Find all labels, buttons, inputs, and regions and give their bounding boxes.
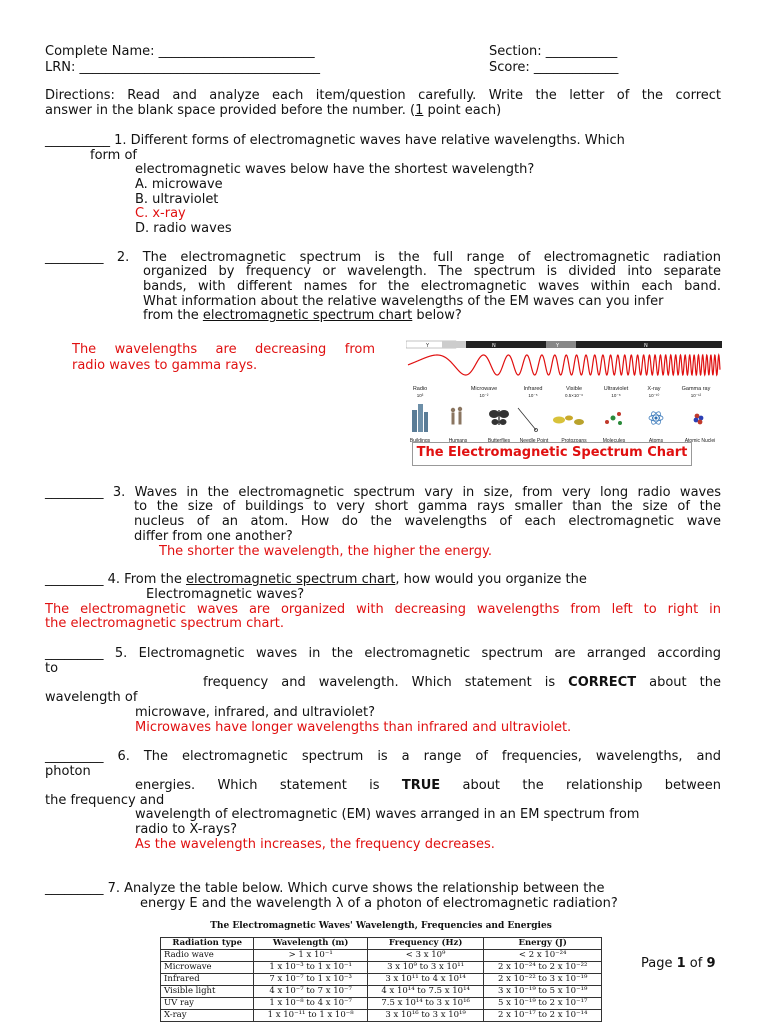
spec-label-microwave: Microwave [470, 386, 498, 392]
table-cell: Infrared [161, 974, 254, 986]
q5-stem-2: to [45, 661, 59, 676]
spec-label-radio: Radio [412, 386, 428, 392]
q4-answer-2: the electromagnetic spectrum chart. [45, 616, 285, 631]
spec-wl-gamma: 10⁻¹² [690, 393, 702, 398]
table-cell: 1 x 10⁻⁸ to 4 x 10⁻⁷ [254, 998, 367, 1010]
scale-label-humans: Humans [448, 438, 468, 444]
q1-stem-2: form of [90, 148, 137, 163]
q1-option-b: B. ultraviolet [135, 192, 219, 207]
spec-label-visible: Visible [565, 386, 583, 392]
table-header: Energy (J) [484, 938, 602, 950]
q1-option-a: A. microwave [135, 177, 223, 192]
table-row [161, 986, 602, 998]
table-cell: 7 x 10⁻⁷ to 1 x 10⁻³ [254, 974, 367, 986]
q3-stem-3: nucleus of an atom. How do the wavelengths of each electromagnetic wave [134, 514, 721, 529]
table-header: Frequency (Hz) [367, 938, 484, 950]
table-cell: 1 x 10⁻³ to 1 x 10⁻¹ [254, 962, 367, 974]
q1-option-c-answer: C. x-ray [135, 206, 186, 221]
q2-stem-1: _________ 2. The electromagnetic spectrum is the full range of electromagnetic radiation [45, 250, 721, 265]
table-cell: 5 x 10⁻¹⁹ to 2 x 10⁻¹⁷ [484, 998, 602, 1010]
table-cell: 2 x 10⁻²² to 3 x 10⁻¹⁹ [484, 974, 602, 986]
table-cell: < 2 x 10⁻²⁴ [484, 950, 602, 962]
q7-stem-2: energy E and the wavelength λ of a photon of electromagnetic radiation? [140, 896, 618, 911]
scale-label-needle: Needle Point [519, 438, 549, 444]
table-cell: 3 x 10⁹ to 3 x 10¹¹ [367, 962, 484, 974]
table-header: Radiation type [161, 938, 254, 950]
table-cell: 1 x 10⁻¹¹ to 1 x 10⁻⁸ [254, 1010, 367, 1022]
table-cell: 3 x 10⁻¹⁹ to 5 x 10⁻¹⁹ [484, 986, 602, 998]
atom-icon [649, 410, 663, 425]
table-cell: Microwave [161, 962, 254, 974]
table-row [161, 974, 602, 986]
table-cell: 3 x 10¹¹ to 4 x 10¹⁴ [367, 974, 484, 986]
table-cell: Radio wave [161, 950, 254, 962]
needle-icon [518, 408, 538, 432]
q4-stem-2: Electromagnetic waves? [146, 587, 305, 602]
table-cell: 2 x 10⁻¹⁷ to 2 x 10⁻¹⁴ [484, 1010, 602, 1022]
band-label-1: Y [426, 343, 430, 349]
table-cell: 2 x 10⁻²⁴ to 2 x 10⁻²² [484, 962, 602, 974]
table-row [161, 950, 602, 962]
spec-label-ultraviolet: Ultraviolet [603, 386, 629, 392]
band-label-4: N [644, 343, 648, 349]
em-spectrum-chart [406, 338, 722, 444]
table-cell: 4 x 10¹⁴ to 7.5 x 10¹⁴ [367, 986, 484, 998]
band-label-2: N [492, 343, 496, 349]
humans-icon [451, 407, 462, 425]
scale-label-molecules: Molecules [602, 438, 626, 444]
table-cell: 3 x 10¹⁶ to 3 x 10¹⁹ [367, 1010, 484, 1022]
q4-stem-1: _________ 4. From the electromagnetic spectrum chart, how would you organize the [45, 572, 587, 587]
q6-stem-4: the frequency and [45, 793, 165, 808]
q5-stem-5: microwave, infrared, and ultraviolet? [135, 705, 376, 720]
q3-stem-1: _________ 3. Waves in the electromagnetic spectrum vary in size, from very long radio waves [45, 485, 721, 500]
q2-stem-5: from the electromagnetic spectrum chart below? [143, 308, 462, 323]
table-cell: 4 x 10⁻⁷ to 7 x 10⁻⁷ [254, 986, 367, 998]
q2-stem-4: What information about the relative wavelengths of the EM waves can you infer [143, 294, 664, 309]
em-waves-table [160, 937, 602, 1022]
table-cell: 7.5 x 10¹⁴ to 3 x 10¹⁶ [367, 998, 484, 1010]
band-segment [546, 341, 576, 348]
q1-stem-3: electromagnetic waves below have the shortest wavelength? [135, 162, 535, 177]
q5-answer: Microwaves have longer wavelengths than infrared and ultraviolet. [135, 720, 572, 735]
lrn-field: LRN: _____________________________________ [45, 60, 321, 75]
q6-answer: As the wavelength increases, the frequency decreases. [135, 837, 495, 852]
q2-answer-2: radio waves to gamma rays. [72, 358, 258, 373]
spec-wl-visible: 0.5×10⁻⁶ [564, 393, 584, 398]
band-segment [466, 341, 546, 348]
q6-stem-6: radio to X-rays? [135, 822, 238, 837]
table-cell: X-ray [161, 1010, 254, 1022]
spec-label-infrared: Infrared [523, 386, 543, 392]
spectrum-caption: The Electromagnetic Spectrum Chart [412, 442, 692, 466]
table-header-row [161, 938, 602, 950]
q3-stem-2: to the size of buildings to very short gamma rays smaller than the size of the [134, 499, 721, 514]
scale-label-protozoans: Protozoans [561, 438, 587, 444]
scale-label-atoms: Atoms [648, 438, 664, 444]
table-row [161, 962, 602, 974]
scale-label-butterflies: Butterflies [487, 438, 511, 444]
spec-wl-radio: 10³ [416, 393, 424, 398]
q1-option-d: D. radio waves [135, 221, 232, 236]
table-header: Wavelength (m) [254, 938, 367, 950]
table-cell: Visible light [161, 986, 254, 998]
scale-label-nuclei: Atomic Nuclei [684, 438, 716, 444]
q4-answer-1: The electromagnetic waves are organized with decreasing wavelengths from left to right in [45, 602, 721, 617]
name-field: Complete Name: ________________________ [45, 44, 315, 59]
table-cell: > 1 x 10⁻¹ [254, 950, 367, 962]
q3-stem-4: differ from one another? [134, 529, 293, 544]
table-cell: < 3 x 10⁹ [367, 950, 484, 962]
spec-wl-xray: 10⁻¹⁰ [648, 393, 660, 398]
nucleus-icon [694, 414, 704, 425]
directions-line-2: answer in the blank space provided before the number. (1 point each) [45, 103, 502, 118]
spectrum-band-bar [406, 341, 722, 349]
q7-stem-1: _________ 7. Analyze the table below. Which curve shows the relationship between the [45, 881, 605, 896]
spec-wl-microwave: 10⁻² [479, 393, 489, 398]
table-title: The Electromagnetic Waves' Wavelength, Frequencies and Energies [210, 921, 552, 931]
q5-stem-4: wavelength of [45, 690, 138, 705]
q2-stem-2: organized by frequency or wavelength. The spectrum is divided into separate [143, 264, 721, 279]
q5-stem-1: _________ 5. Electromagnetic waves in the electromagnetic spectrum are arranged according [45, 646, 721, 661]
butterfly-icon [489, 410, 509, 425]
spec-wl-infrared: 10⁻⁵ [528, 393, 538, 398]
table-row [161, 998, 602, 1010]
directions-line-1: Directions: Read and analyze each item/question carefully. Write the letter of the correct [45, 88, 721, 103]
scale-label-buildings: Buildings [409, 438, 431, 444]
buildings-icon [412, 404, 428, 432]
page-number: Page 1 of 9 [641, 956, 716, 971]
protozoan-icon [553, 416, 584, 426]
band-segment [442, 341, 466, 348]
table-row [161, 1010, 602, 1022]
spec-label-gamma: Gamma ray [681, 386, 711, 392]
spec-label-xray: X-ray [647, 386, 661, 392]
q6-stem-1: _________ 6. The electromagnetic spectrum is a range of frequencies, wavelengths, and [45, 749, 721, 764]
q3-answer: The shorter the wavelength, the higher the energy. [159, 544, 492, 559]
q2-stem-3: bands, with different names for the electromagnetic waves within each band. [143, 279, 721, 294]
table-cell: UV ray [161, 998, 254, 1010]
band-segment [576, 341, 722, 348]
q6-stem-2: photon [45, 764, 91, 779]
molecule-icon [605, 412, 622, 425]
q6-stem-5: wavelength of electromagnetic (EM) waves arranged in an EM spectrum from [135, 807, 640, 822]
band-label-3: Y [556, 343, 560, 349]
q1-stem-1: __________ 1. Different forms of electromagnetic waves have relative wavelengths. Which [45, 133, 625, 148]
q6-stem-3: energies. Which statement is TRUE about the relationship between [135, 778, 721, 793]
wave-curve [408, 355, 720, 375]
score-field: Score: _____________ [489, 60, 619, 75]
spec-wl-ultraviolet: 10⁻⁸ [611, 393, 621, 398]
section-field: Section: ___________ [489, 44, 618, 59]
q5-stem-3: frequency and wavelength. Which statement is CORRECT about the [203, 675, 721, 690]
q2-answer-1: The wavelengths are decreasing from [72, 342, 375, 357]
